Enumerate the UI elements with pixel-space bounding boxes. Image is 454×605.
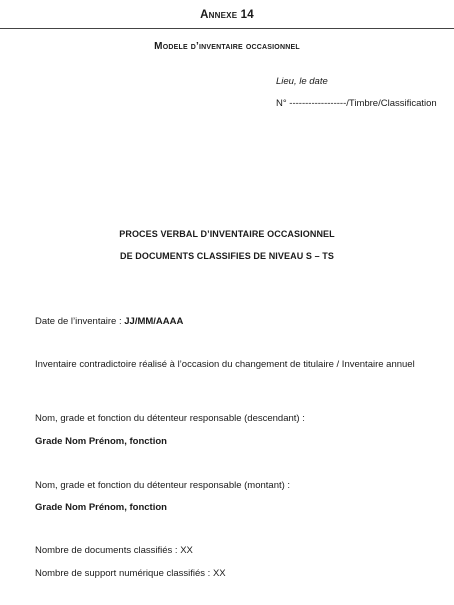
classified-documents-count: Nombre de documents classifiés : XX	[35, 545, 193, 556]
classified-media-count: Nombre de support numérique classifiés : XX	[35, 568, 226, 579]
reference-number: N° ------------------/Timbre/Classification	[276, 98, 437, 109]
incoming-holder-value: Grade Nom Prénom, fonction	[35, 502, 167, 513]
annex-divider	[0, 28, 454, 29]
inventory-date-label: Date de l’inventaire :	[35, 316, 125, 327]
annex-title: Annexe 14	[200, 9, 254, 21]
inventory-context-paragraph: Inventaire contradictoire réalisé à l’occasion du changement de titulaire / Inventaire annuel	[35, 359, 415, 370]
inventory-date-line	[35, 316, 183, 327]
pv-title-line-1: PROCES VERBAL D’INVENTAIRE OCCASIONNEL	[119, 229, 335, 239]
model-title: Modele d’inventaire occasionnel	[154, 41, 300, 52]
incoming-holder-label: Nom, grade et fonction du détenteur responsable (montant) :	[35, 480, 291, 491]
descendant-holder-label: Nom, grade et fonction du détenteur responsable (descendant) :	[35, 413, 305, 424]
pv-title-line-2: DE DOCUMENTS CLASSIFIES DE NIVEAU S – TS	[119, 251, 335, 261]
descendant-holder-value: Grade Nom Prénom, fonction	[35, 436, 167, 447]
inventory-date-value: JJ/MM/AAAA	[124, 316, 184, 327]
place-date: Lieu, le date	[276, 76, 328, 87]
